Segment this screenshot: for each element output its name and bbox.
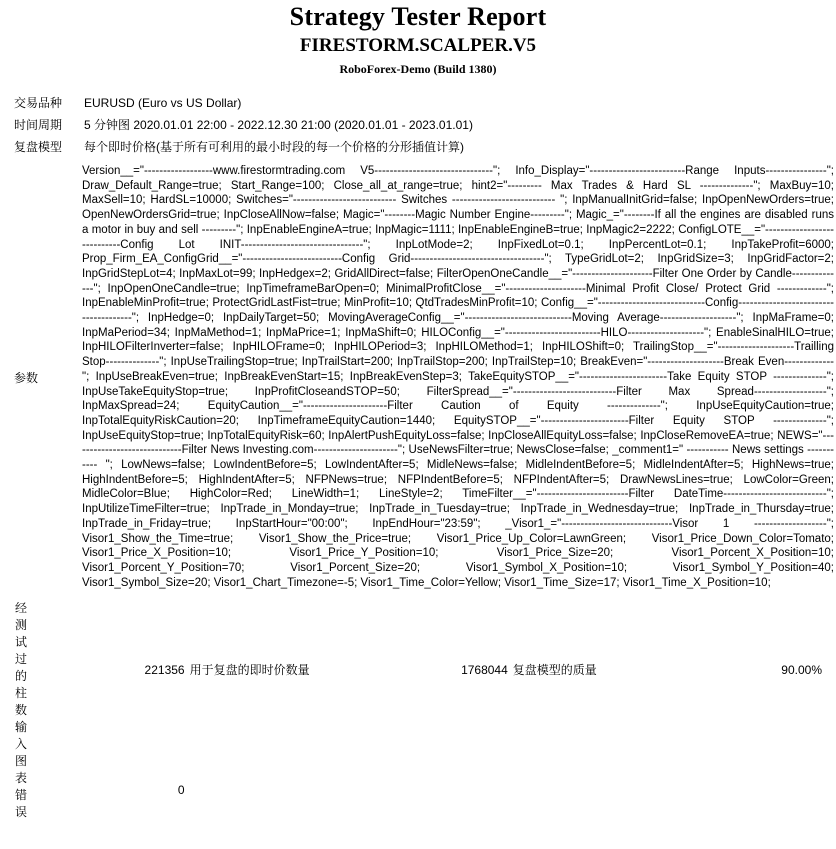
empty-cell bbox=[351, 780, 513, 800]
report-stats-table bbox=[0, 600, 836, 821]
table-row bbox=[28, 780, 836, 800]
period-label: 时间周期 bbox=[14, 118, 63, 132]
vchar: 误 bbox=[14, 805, 27, 820]
stats-blank-row bbox=[28, 620, 836, 640]
table-row bbox=[28, 660, 836, 680]
stats-content-column bbox=[28, 600, 836, 821]
symbol-value: EURUSD (Euro vs US Dollar) bbox=[84, 96, 242, 110]
page-title: Strategy Tester Report bbox=[289, 2, 547, 31]
vchar: 经 bbox=[14, 601, 27, 616]
vchar: 试 bbox=[14, 635, 27, 650]
bars-tested-vertical-label bbox=[14, 600, 28, 719]
vchar: 表 bbox=[14, 771, 27, 786]
broker-server-build: RoboForex-Demo (Build 1380) bbox=[339, 62, 497, 76]
stats-blank-row bbox=[28, 740, 836, 760]
ticks-modelled-value: 1768044 bbox=[461, 663, 508, 678]
chart-errors-value: 0 bbox=[177, 783, 185, 798]
vchar: 柱 bbox=[14, 686, 27, 701]
vchar: 错 bbox=[14, 788, 27, 803]
vchar: 过 bbox=[14, 652, 27, 667]
stats-blank-row bbox=[28, 640, 836, 660]
modelling-quality-label: 复盘模型的质量 bbox=[512, 663, 597, 678]
ticks-modelled-label: 用于复盘的即时价数量 bbox=[189, 663, 310, 678]
vchar: 入 bbox=[14, 737, 27, 752]
vchar: 图 bbox=[14, 754, 27, 769]
ea-name: FIRESTORM.SCALPER.V5 bbox=[299, 35, 537, 56]
chart-errors-desc bbox=[190, 780, 352, 800]
empty-cell bbox=[513, 780, 675, 800]
parameters-value: Version__="------------------www.firestormtrading.com V5-------------------------------"; Info_Display="-------------------------Range Inputs----------------"; Draw_Default_Range=true; Start_Range=100; Close_all_at_range=true; hint2="--------- Max Trades & Hard SL --------------"; MaxBuy=10; MaxSell=10; HardSL=10000; Switches="--------------------------- Switches --------------------------- "; InpManualInitGrid=false; InpOpenNewOrders=true; OpenNewOrdersGrid=true; InpCloseAllNow=false; Magic="--------Magic Number Engine---------"; Magic_="--------If all the engines are disabled runs a motor in buy and sell ---------"; InpEnableEngineA=true; InpMagic=1111; InpEnableEngineB=true; InpMagic2=2222; ConfigLOTE__="----------------------------Config Lot INIT--------------------------------"; InpLotMode=2; InpFixedLot=0.1; InpPercentLot=0.1; InpTakeProfit=6000; Prop_Firm_EA_ConfigGrid__="--------------------------Config Grid-----------------------------------"; TypeGridLot=2; InpGridSize=3; InpGridFactor=2; InpGridStepLot=4; InpMaxLot=99; InpHedgex=2; GridAllDirect=false; FilterOpenOneCandle__="---------------------Filter One Order by Candle--------------"; InpOpenOneCandle=true; InpTimeframeBarOpen=0; MinimalProfitClose__="---------------------Minimal Profit Close/ Protect Grid -------------"; InpEnableMinProfit=true; ProtectGridLastFist=true; MinProfit=10; QtdTradesMinProfit=10; Config__="----------------------------Config--------------------------------------"; InpHedge=0; InpDailyTarget=50; MovingAverageConfig__="----------------------------Moving Average--------------------"; InpMaFrame=0; InpMaPeriod=34; InpMaMethod=1; InpMaPrice=1; InpMaShift=0; HILOConfig__="-------------------------HILO--------------------"; EnableSinalHILO=true; InpHILOFilterInverter=false; InpHILOFrame=0; InpHILOPeriod=3; InpHILOMethod=1; InpHILOShift=0; TrailingStop__="--------------------Trailling Stop--------------"; InpUseTrailingStop=true; InpTrailStart=200; InpTrailStop=200; InpTrailStep=10; BreakEven="--------------------Break Even-------------"; InpUseBreakEven=true; InpBreakEvenStart=15; InpBreakEvenStep=3; TakeEquitySTOP__="-----------------------Take Equity STOP --------------"; InpUseTakeEquityStop=true; InpProfitCloseandSTOP=50; FilterSpread__="---------------------------Filter Max Spread-------------------"; InpMaxSpread=24; EquityCaution__="----------------------Filter Caution of Equity --------------"; InpUseEquityCaution=true; InpTotalEquityRiskCaution=20; InpTimeframeEquityCaution=1440; EquitySTOP__="-----------------------Filter Equity STOP --------------"; InpUseEquityStop=true; InpTotalEquityRisk=60; InpAlertPushEquityLoss=false; InpCloseAllEquityLoss=false; InpCloseRemoveEA=true; NEWS="-----------------------------Filter News Investing.com----------------------"; UseNewsFilter=true; NewsClose=false; _comment1=" ----------- News settings ----------- "; LowNews=false; LowIndentBefore=5; LowIndentAfter=5; MidleNews=false; MidleIndentBefore=5; MidleIndentAfter=5; HighNews=true; HighIndentBefore=5; HighIndentAfter=5; NFPNews=true; NFPIndentBefore=5; NFPIndentAfter=5; DrawNewsLines=true; LowColor=Green; MidleColor=Blue; HighColor=Red; LineWidth=1; LineStyle=2; TimeFilter__="------------------------Filter DateTime---------------------------"; InpUtilizeTimeFilter=true; InpTrade_in_Monday=true; InpTrade_in_Tuesday=true; InpTrade_in_Wednesday=true; InpTrade_in_Thursday=true; InpTrade_in_Friday=true; InpStartHour="00:00"; InpEndHour="23:59"; _Visor1_="-----------------------------Visor 1 -------------------"; Visor1_Show_the_Time=true; Visor1_Show_the_Price=true; Visor1_Price_Up_Color=LawnGreen; Visor1_Price_Down_Color=Tomato; Visor1_Price_X_Position=10; Visor1_Price_Y_Position=10; Visor1_Price_Size=20; Visor1_Porcent_X_Position=10; Visor1_Porcent_Y_Position=70; Visor1_Porcent_Size=20; Visor1_Symbol_X_Position=10; Visor1_Symbol_Y_Position=40; Visor1_Symbol_Size=20; Visor1_Chart_Timezone=-5; Visor1_Time_Color=Yellow; Visor1_Time_Size=17; Visor1_Time_X_Position=10; bbox=[82, 165, 834, 589]
bars-tested-value: 221356 bbox=[144, 663, 185, 678]
symbol-label: 交易品种 bbox=[14, 96, 63, 110]
vertical-labels-column bbox=[0, 600, 28, 821]
stats-blank-row bbox=[28, 720, 836, 740]
parameters-label: 参数 bbox=[14, 370, 39, 385]
empty-cell bbox=[674, 780, 836, 800]
symbol-row bbox=[0, 92, 836, 114]
model-label: 复盘模型 bbox=[14, 140, 63, 154]
report-header bbox=[0, 0, 836, 78]
vchar: 的 bbox=[14, 669, 27, 684]
stats-blank-row bbox=[28, 760, 836, 780]
period-value: 5 分钟图 2020.01.01 22:00 - 2022.12.30 21:00 (2020.01.01 - 2023.01.01) bbox=[84, 118, 473, 132]
stats-blank-row bbox=[28, 680, 836, 700]
header-spacer bbox=[0, 78, 836, 92]
period-row bbox=[0, 114, 836, 136]
stats-blank-row bbox=[28, 700, 836, 720]
report-info-table bbox=[0, 92, 836, 590]
parameters-row bbox=[0, 164, 836, 590]
vchar: 数 bbox=[14, 703, 27, 718]
vchar: 测 bbox=[14, 618, 27, 633]
stats-grid bbox=[28, 600, 836, 800]
model-row bbox=[0, 136, 836, 158]
chart-errors-vertical-label bbox=[14, 719, 28, 821]
stats-block-row bbox=[0, 600, 836, 821]
stats-blank-row bbox=[28, 600, 836, 620]
vchar: 输 bbox=[14, 720, 27, 735]
model-value: 每个即时价格(基于所有可利用的最小时段的每一个价格的分形插值计算) bbox=[84, 140, 464, 154]
modelling-quality-value: 90.00% bbox=[781, 663, 822, 678]
